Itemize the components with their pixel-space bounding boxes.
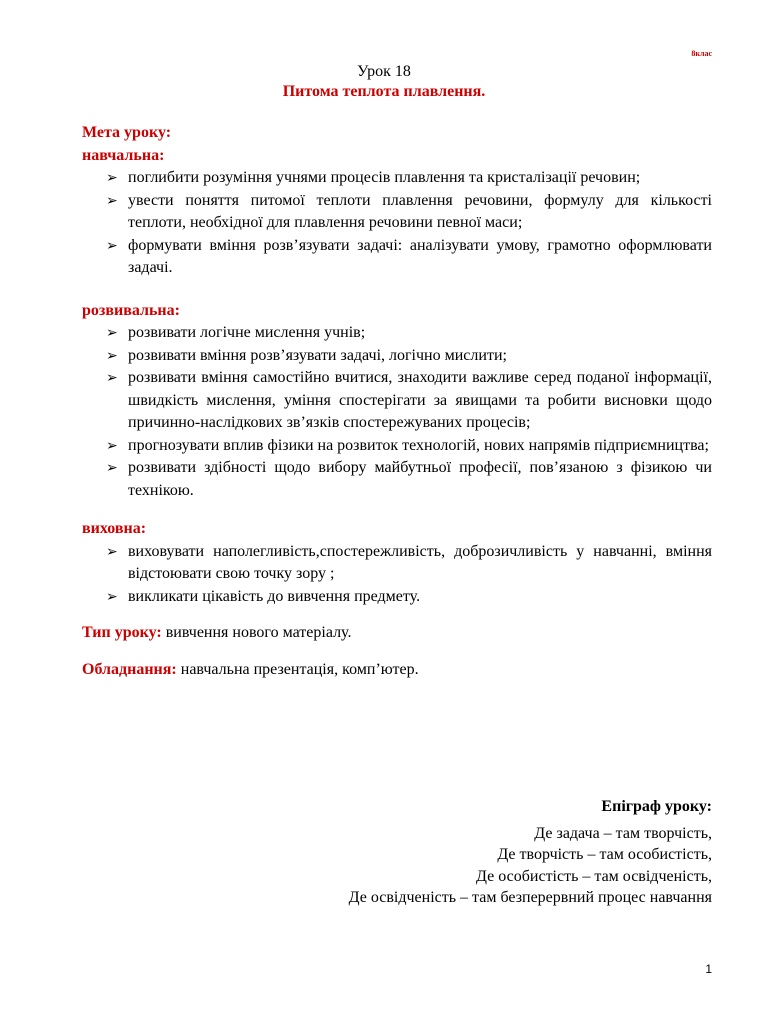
arrowhead-bullet-icon: ➢: [106, 325, 118, 341]
epigraph-title: Епіграф уроку:: [601, 798, 712, 815]
arrowhead-bullet-icon: ➢: [106, 347, 118, 364]
grade-note: 8клас: [691, 49, 712, 58]
list-item: ➢ поглибити розуміння учнями процесів плавлення та кристалізації речовин;: [82, 167, 712, 190]
list-item: ➢ розвивати вміння розв’язувати задачі, логічно мислити;: [82, 345, 712, 368]
epigraph: [112, 796, 712, 909]
list-item: ➢ розвивати логічне мислення учнів;: [82, 322, 712, 345]
educational-list: [82, 167, 712, 280]
lesson-number: Урок 18: [357, 63, 411, 80]
lesson-topic: Питома теплота плавлення.: [282, 83, 486, 100]
arrowhead-bullet-icon: ➢: [106, 460, 118, 476]
epigraph-line: Де творчість – там особистість,: [497, 846, 712, 863]
list-item: ➢ розвивати здібності щодо вибору майбутньої професії, пов’язаною з фізикою чи технікою.: [106, 459, 712, 499]
page-number: 1: [705, 962, 712, 976]
list-item: ➢ увести поняття питомої теплоти плавлення речовини, формулу для кількості теплоти, необхідної для плавлення речовини певної маси;: [106, 191, 712, 231]
list-item: ➢ викликати цікавість до вивчення предмету.: [82, 586, 712, 609]
equipment: [82, 659, 712, 682]
list-item: ➢ розвивати вміння самостійно вчитися, знаходити важливе серед поданої інформації, швидкість мислення, уміння спостерігати за явищами та робити висновки щодо причинно-наслідкових зв’язків спостережуваних процесів;: [106, 369, 712, 431]
arrowhead-bullet-icon: ➢: [106, 437, 118, 454]
upbringing-list: [82, 541, 712, 609]
arrowhead-bullet-icon: ➢: [106, 192, 118, 209]
lesson-type-value: вивчення нового матеріалу.: [161, 624, 352, 641]
lesson-content: [82, 122, 712, 681]
lesson-type-label: Тип уроку:: [82, 624, 162, 641]
educational-heading: навчальна:: [82, 146, 165, 164]
equipment-value: навчальна презентація, комп’ютер.: [176, 660, 419, 678]
arrowhead-bullet-icon: ➢: [106, 237, 118, 254]
epigraph-line: Де особистість – там освідченість,: [476, 867, 712, 885]
equipment-label: Обладнання:: [82, 660, 177, 678]
arrowhead-bullet-icon: ➢: [106, 370, 118, 386]
list-item: ➢ формувати вміння розв’язувати задачі: аналізувати умову, грамотно оформлювати задачі.: [106, 236, 712, 276]
developmental-list: [82, 322, 712, 502]
arrowhead-bullet-icon: ➢: [106, 170, 118, 186]
upbringing-heading: виховна:: [82, 520, 147, 537]
lesson-type: [82, 622, 712, 645]
list-item: ➢ прогнозувати вплив фізики на розвиток технологій, нових напрямів підприємництва;: [82, 435, 712, 458]
arrowhead-bullet-icon: ➢: [106, 543, 118, 560]
epigraph-line: Де освідченість – там безперервний процес навчання: [348, 889, 712, 906]
arrowhead-bullet-icon: ➢: [106, 588, 118, 605]
epigraph-line: Де задача – там творчість,: [534, 824, 712, 842]
list-item: ➢ виховувати наполегливість,спостережливість, доброзичливість у навчанні, вміння відстоювати свою точку зору ;: [106, 542, 712, 582]
goals-heading: Мета уроку:: [82, 124, 172, 141]
developmental-heading: розвивальна:: [82, 301, 180, 319]
